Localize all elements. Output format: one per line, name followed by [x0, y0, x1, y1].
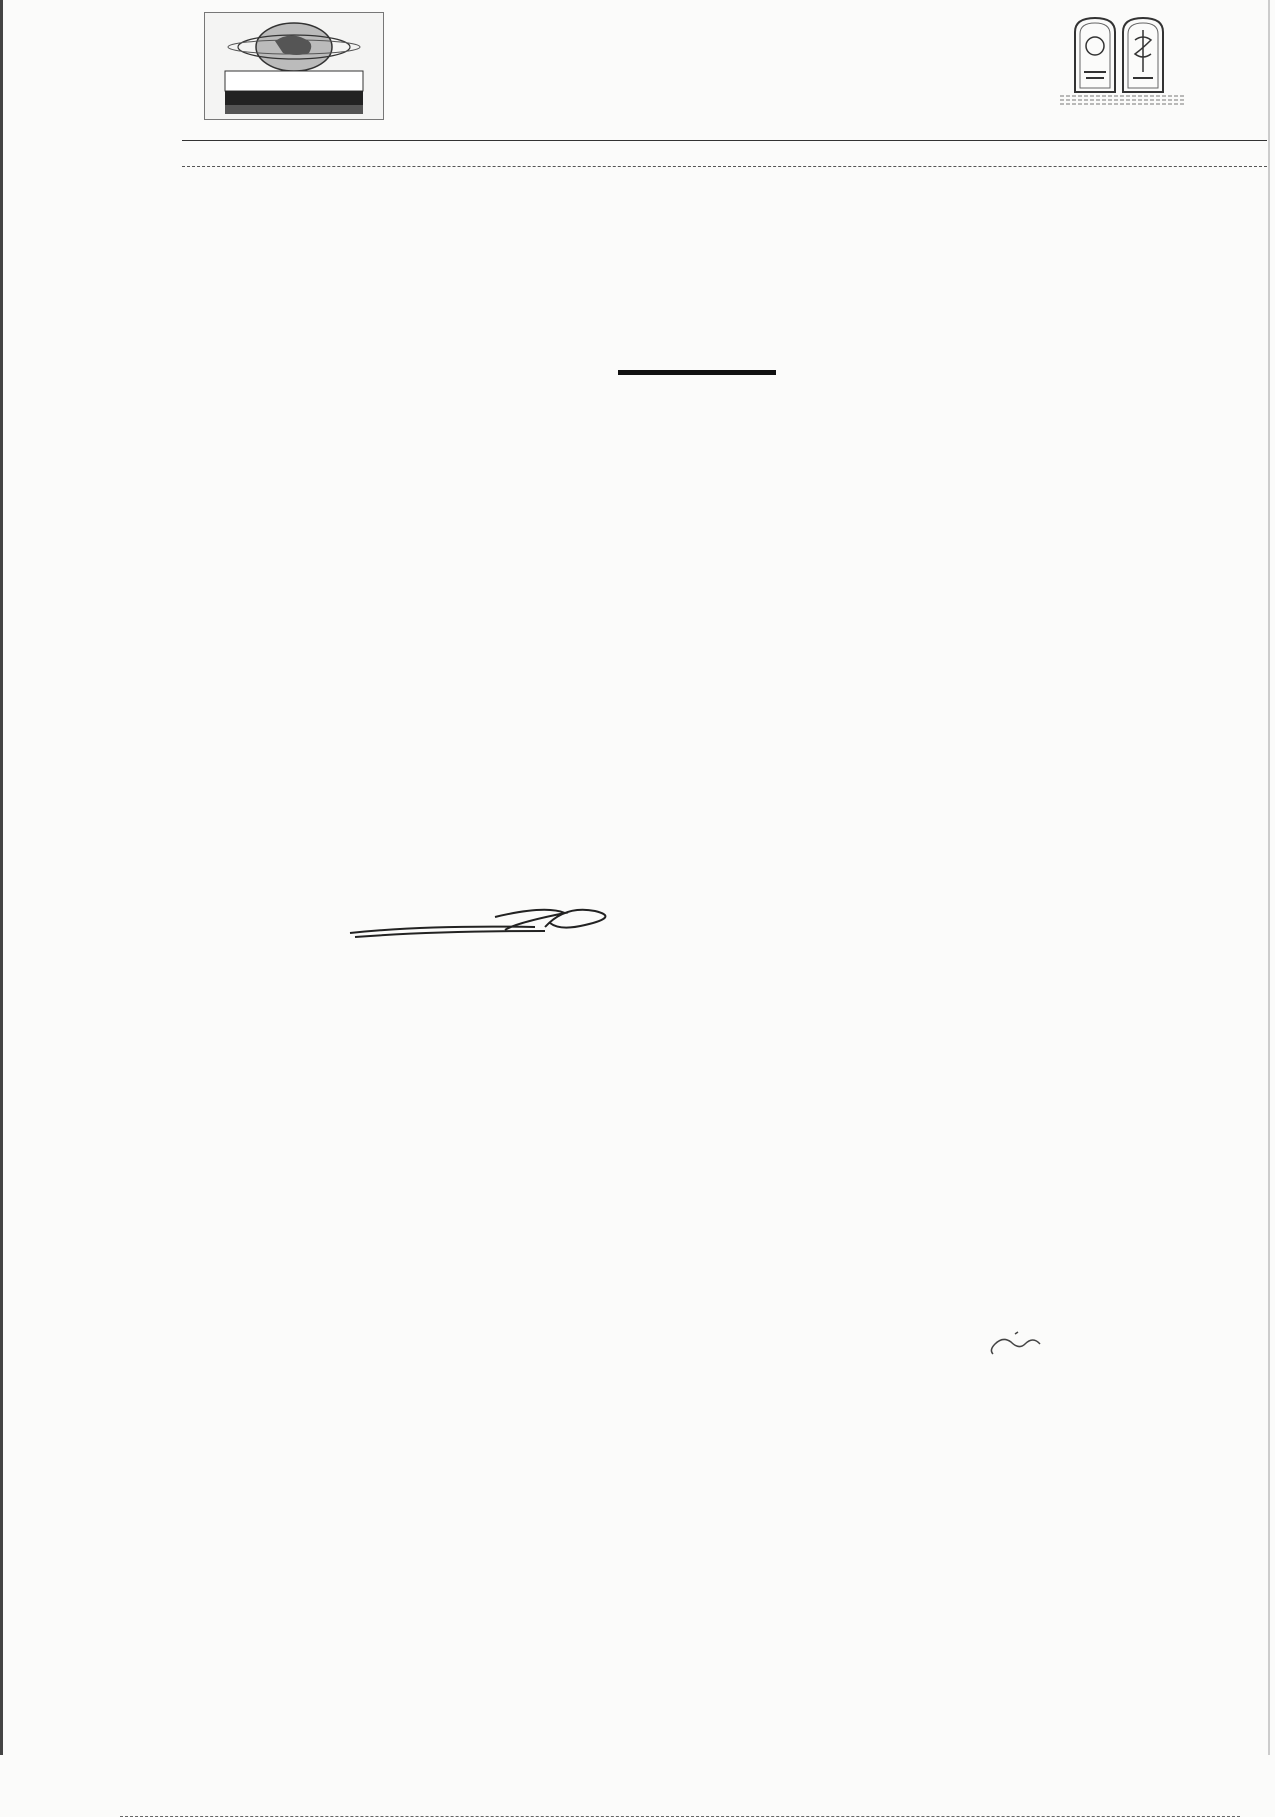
- title-underline: [618, 370, 776, 375]
- scan-edge: [1268, 0, 1270, 1755]
- handwritten-initials-text: [0, 0, 1, 1]
- handwritten-signature: [345, 895, 625, 945]
- header-divider: [182, 140, 1267, 141]
- assiut-university-seal-icon: [1075, 18, 1115, 92]
- aja-registrars-logo: [204, 12, 384, 120]
- pharmacy-faculty-seal-icon: [1123, 18, 1163, 92]
- globe-icon: [205, 13, 383, 119]
- handwritten-initials: [985, 1330, 1045, 1360]
- header-divider: [182, 166, 1267, 167]
- university-logos: [1055, 12, 1241, 110]
- scan-edge: [0, 0, 3, 1755]
